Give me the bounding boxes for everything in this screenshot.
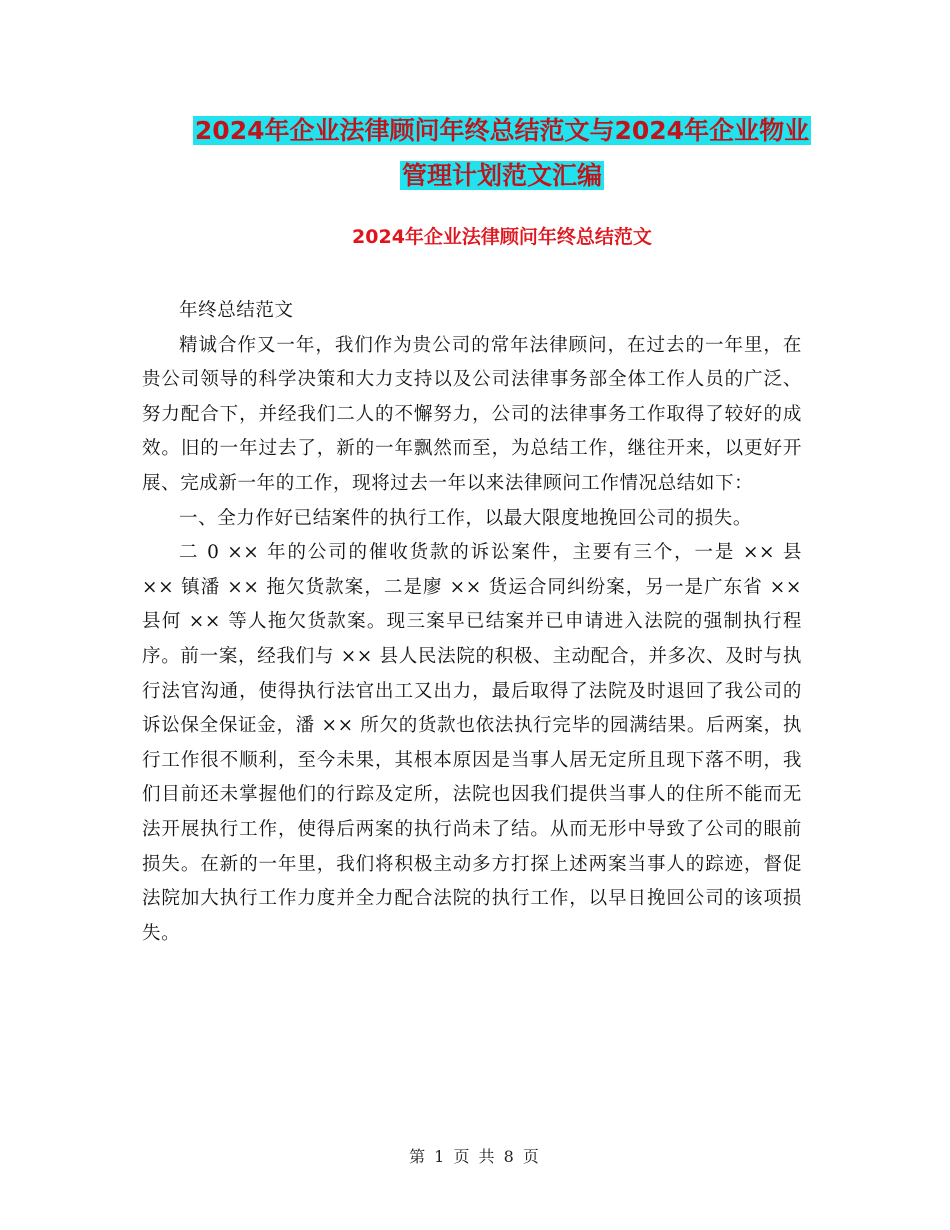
document-body bbox=[142, 294, 802, 951]
paragraph-intro: 精诚合作又一年，我们作为贵公司的常年法律顾问，在过去的一年里，在贵公司领导的科学决策和大力支持以及公司法律事务部全体工作人员的广泛、努力配合下，并经我们二人的不懈努力，公司的法律事务工作取得了较好的成效。旧的一年过去了，新的一年飘然而至，为总结工作，继往开来，以更好开展、完成新一年的工作，现将过去一年以来法律顾问工作情况总结如下： bbox=[142, 334, 802, 494]
section-title: 2024年企业法律顾问年终总结范文 bbox=[352, 226, 652, 248]
page-footer: 第 1 页 共 8 页 bbox=[409, 1147, 541, 1166]
paragraph-subheading: 年终总结范文 bbox=[179, 300, 294, 321]
paragraph-case-details: 二 0 ×× 年的公司的催收货款的诉讼案件，主要有三个，一是 ×× 县 ×× 镇潘 ×× 拖欠货款案，二是廖 ×× 货运合同纠纷案，另一是广东省 ×× 县何 ×× 等人拖欠货款案。现三案早已结案并已申请进入法院的强制执行程序。前一案，经我们与 ×× 县人民法院的积极、主动配合，并多次、及时与执行法官沟通，使得执行法官出工又出力，最后取得了法院及时退回了我公司的诉讼保全保证金，潘 ×× 所欠的货款也依法执行完毕的园满结果。后两案，执行工作很不顺利，至今未果，其根本原因是当事人居无定所且现下落不明，我们目前还未掌握他们的行踪及定所，法院也因我们提供当事人的住所不能而无法开展执行工作，使得后两案的执行尚未了结。从而无形中导致了公司的眼前损失。在新的一年里，我们将积极主动多方打探上述两案当事人的踪迹，督促法院加大执行工作力度并全力配合法院的执行工作，以早日挽回公司的该项损失。 bbox=[142, 542, 802, 944]
main-title-line-1: 2024年企业法律顾问年终总结范文与2024年企业物业 bbox=[194, 116, 810, 145]
paragraph-point-one: 一、全力作好已结案件的执行工作，以最大限度地挽回公司的损失。 bbox=[179, 507, 753, 529]
main-title-line-2: 管理计划范文汇编 bbox=[401, 161, 602, 190]
document-main-title bbox=[142, 108, 862, 198]
